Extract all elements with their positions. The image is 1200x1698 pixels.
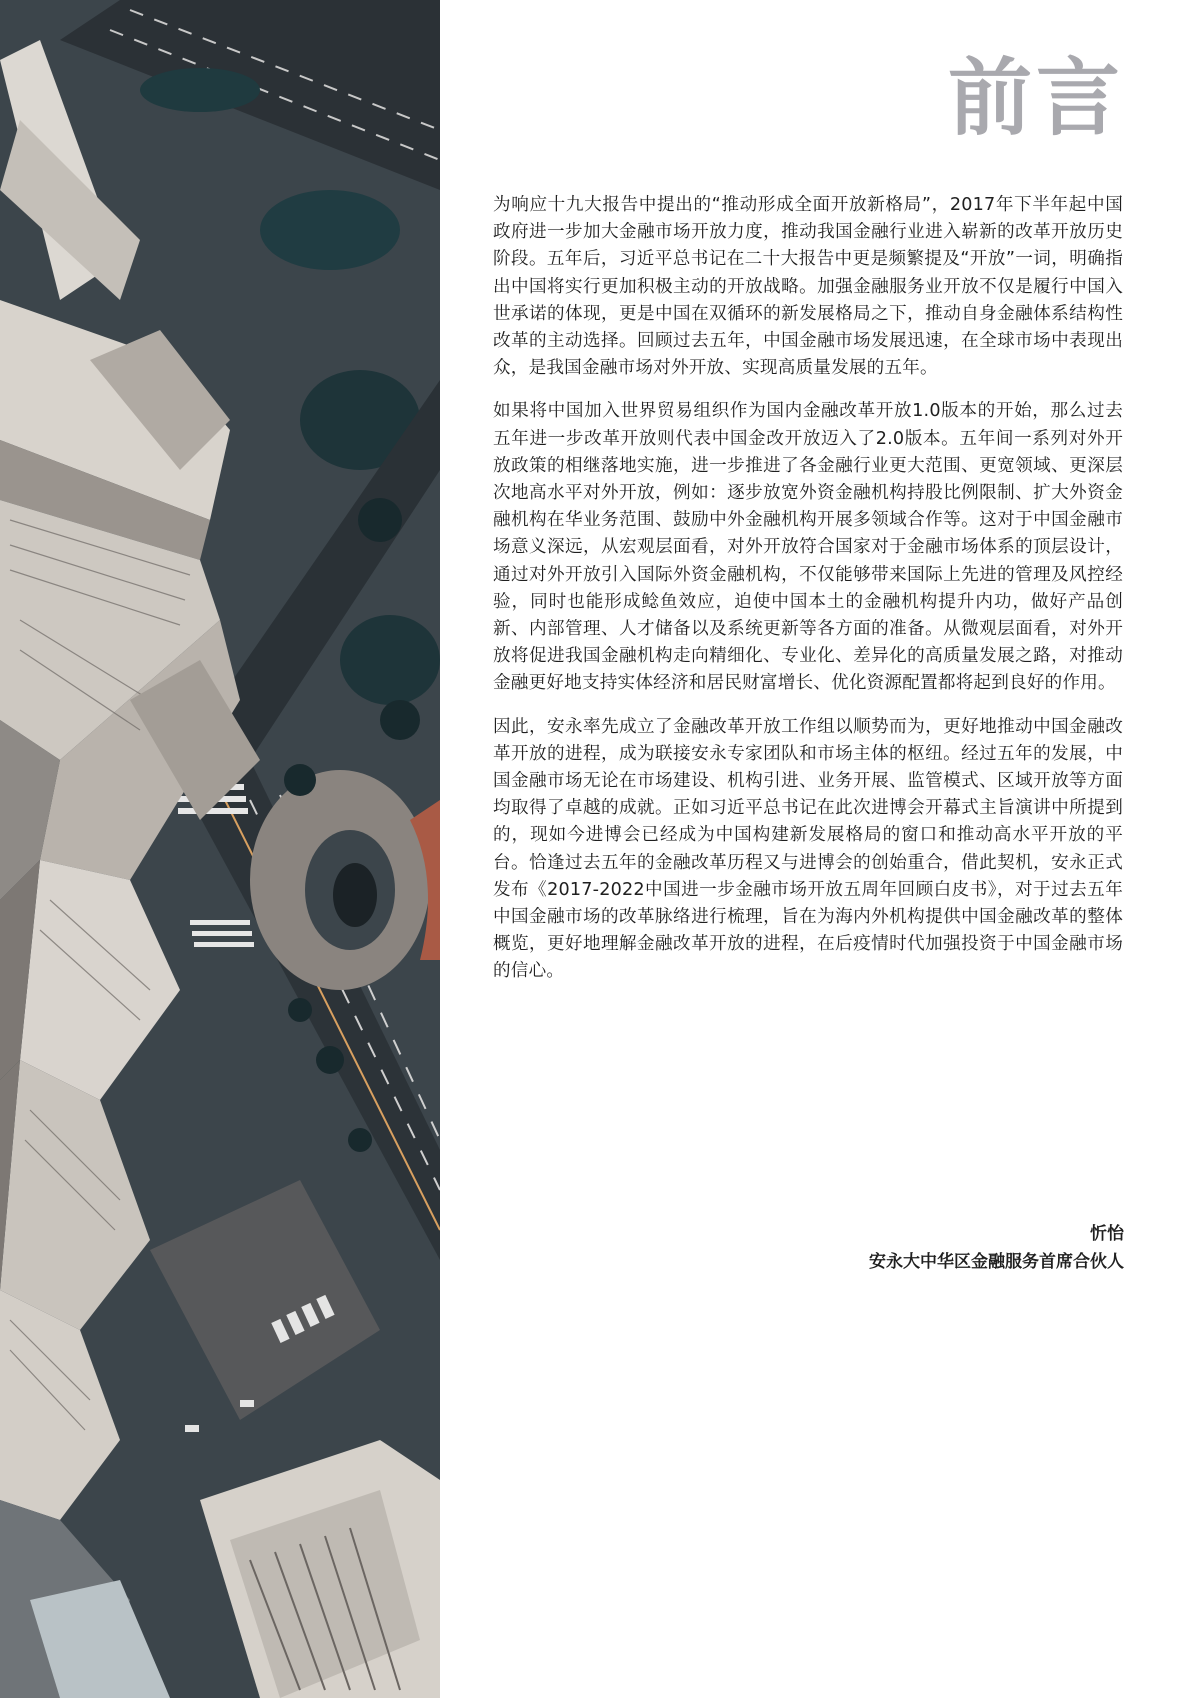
paragraph-1: 为响应十九大报告中提出的“推动形成全面开放新格局”，2017年下半年起中国政府进一步加大金融市场开放力度，推动我国金融行业进入崭新的改革开放历史阶段。五年后，习近平总书记在二十大报告中更是频繁提及“开放”一词，明确指出中国将实行更加积极主动的开放战略。加强金融服务业开放不仅是履行中国入世承诺的体现，更是中国在双循环的新发展格局之下，推动自身金融体系结构性改革的主动选择。回顾过去五年，中国金融市场发展迅速，在全球市场中表现出众，是我国金融市场对外开放、实现高质量发展的五年。: [493, 195, 1123, 379]
body-text: [493, 192, 1123, 1002]
signature-block: [869, 1220, 1124, 1276]
page-title: 前言: [947, 49, 1124, 147]
aerial-city-photo: [0, 0, 440, 1698]
signature-name: 忻怡: [1090, 1224, 1124, 1244]
signature-title: 安永大中华区金融服务首席合伙人: [869, 1252, 1124, 1272]
aerial-city-photo-svg: [0, 0, 440, 1698]
paragraph-3: 因此，安永率先成立了金融改革开放工作组以顺势而为，更好地推动中国金融改革开放的进程，成为联接安永专家团队和市场主体的枢纽。经过五年的发展，中国金融市场无论在市场建设、机构引进、业务开展、监管模式、区域开放等方面均取得了卓越的成就。正如习近平总书记在此次进博会开幕式主旨演讲中所提到的，现如今进博会已经成为中国构建新发展格局的窗口和推动高水平开放的平台。恰逢过去五年的金融改革历程又与进博会的创始重合，借此契机，安永正式发布《2017-2022中国进一步金融市场开放五周年回顾白皮书》，对于过去五年中国金融市场的改革脉络进行梳理，旨在为海内外机构提供中国金融改革的整体概览，更好地理解金融改革开放的进程，在后疫情时代加强投资于中国金融市场的信心。: [493, 716, 1123, 982]
paragraph-2: 如果将中国加入世界贸易组织作为国内金融改革开放1.0版本的开始，那么过去五年进一步改革开放则代表中国金改开放迈入了2.0版本。五年间一系列对外开放政策的相继落地实施，进一步推进了各金融行业更大范围、更宽领域、更深层次地高水平对外开放，例如：逐步放宽外资金融机构持股比例限制、扩大外资金融机构在华业务范围、鼓励中外金融机构开展多领域合作等。这对于中国金融市场意义深远，从宏观层面看，对外开放符合国家对于金融市场体系的顶层设计，通过对外开放引入国际外资金融机构，不仅能够带来国际上先进的管理及风控经验，同时也能形成鲶鱼效应，迫使中国本土的金融机构提升内功，做好产品创新、内部管理、人才储备以及系统更新等各方面的准备。从微观层面看，对外开放将促进我国金融机构走向精细化、专业化、差异化的高质量发展之路，对推动金融更好地支持实体经济和居民财富增长、优化资源配置都将起到良好的作用。: [493, 401, 1123, 694]
